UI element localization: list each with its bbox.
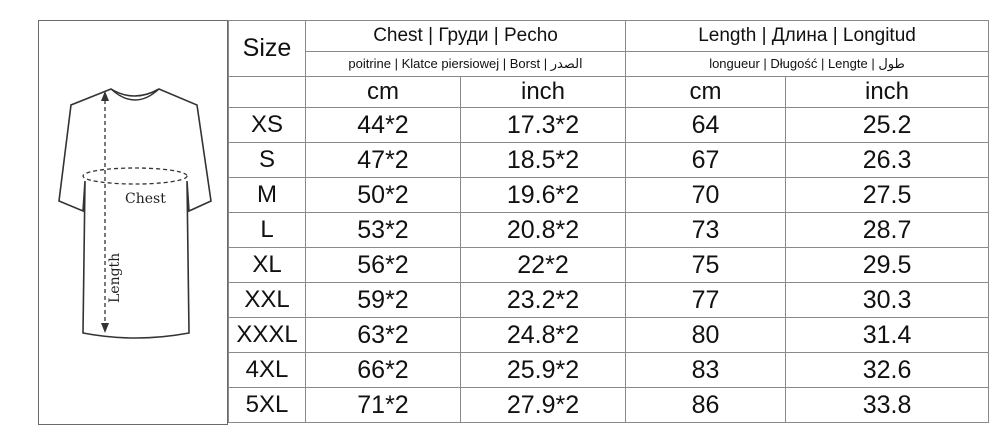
size-cell: 4XL xyxy=(229,353,306,388)
table-row xyxy=(229,178,989,213)
length-cm-cell: 86 xyxy=(626,388,786,423)
length-inch-cell: 30.3 xyxy=(786,283,989,318)
chest-cm-cell: 50*2 xyxy=(306,178,461,213)
chest-inch-cell: 24.8*2 xyxy=(461,318,626,353)
size-column-header: Size xyxy=(229,21,306,77)
chest-cm-cell: 71*2 xyxy=(306,388,461,423)
length-inch-cell: 29.5 xyxy=(786,248,989,283)
length-inch-cell: 25.2 xyxy=(786,108,989,143)
chest-inch-cell: 19.6*2 xyxy=(461,178,626,213)
length-unit-cm: cm xyxy=(626,77,786,108)
size-cell: S xyxy=(229,143,306,178)
table-row xyxy=(229,353,989,388)
table-row xyxy=(229,143,989,178)
size-cell: L xyxy=(229,213,306,248)
chest-measure-line xyxy=(83,168,187,184)
size-unit-spacer xyxy=(229,77,306,108)
length-inch-cell: 31.4 xyxy=(786,318,989,353)
chest-unit-cm: cm xyxy=(306,77,461,108)
length-inch-cell: 33.8 xyxy=(786,388,989,423)
chest-header: Chest | Груди | Pecho xyxy=(306,21,626,52)
length-inch-cell: 26.3 xyxy=(786,143,989,178)
chest-cm-cell: 56*2 xyxy=(306,248,461,283)
length-inch-cell: 27.5 xyxy=(786,178,989,213)
chest-unit-inch: inch xyxy=(461,77,626,108)
length-cm-cell: 73 xyxy=(626,213,786,248)
length-cm-cell: 80 xyxy=(626,318,786,353)
chest-cm-cell: 44*2 xyxy=(306,108,461,143)
length-cm-cell: 77 xyxy=(626,283,786,318)
table-row xyxy=(229,388,989,423)
chest-inch-cell: 23.2*2 xyxy=(461,283,626,318)
table-row xyxy=(229,213,989,248)
table-row xyxy=(229,248,989,283)
tshirt-outline xyxy=(59,89,211,338)
chest-cm-cell: 66*2 xyxy=(306,353,461,388)
chest-inch-cell: 22*2 xyxy=(461,248,626,283)
length-cm-cell: 67 xyxy=(626,143,786,178)
table-row xyxy=(229,108,989,143)
chest-inch-cell: 20.8*2 xyxy=(461,213,626,248)
table-row xyxy=(229,318,989,353)
length-arrow-bottom xyxy=(101,323,109,333)
tshirt-collar xyxy=(111,89,159,100)
size-cell: 5XL xyxy=(229,388,306,423)
table-row xyxy=(229,283,989,318)
chest-label: Chest xyxy=(125,191,166,207)
size-chart-table xyxy=(228,20,989,423)
size-cell: M xyxy=(229,178,306,213)
chest-cm-cell: 53*2 xyxy=(306,213,461,248)
size-cell: XS xyxy=(229,108,306,143)
chest-cm-cell: 59*2 xyxy=(306,283,461,318)
tshirt-illustration-frame xyxy=(38,20,228,425)
chest-inch-cell: 27.9*2 xyxy=(461,388,626,423)
chest-subheader: poitrine | Klatce piersiowej | Borst | الصدر xyxy=(306,52,626,77)
length-cm-cell: 64 xyxy=(626,108,786,143)
chest-inch-cell: 18.5*2 xyxy=(461,143,626,178)
length-inch-cell: 28.7 xyxy=(786,213,989,248)
length-inch-cell: 32.6 xyxy=(786,353,989,388)
length-header: Length | Длина | Longitud xyxy=(626,21,989,52)
length-unit-inch: inch xyxy=(786,77,989,108)
length-cm-cell: 75 xyxy=(626,248,786,283)
size-cell: XXL xyxy=(229,283,306,318)
chest-inch-cell: 17.3*2 xyxy=(461,108,626,143)
length-cm-cell: 70 xyxy=(626,178,786,213)
length-label: Length xyxy=(107,252,123,303)
length-cm-cell: 83 xyxy=(626,353,786,388)
chest-cm-cell: 63*2 xyxy=(306,318,461,353)
chest-cm-cell: 47*2 xyxy=(306,143,461,178)
size-cell: XXXL xyxy=(229,318,306,353)
size-cell: XL xyxy=(229,248,306,283)
chest-inch-cell: 25.9*2 xyxy=(461,353,626,388)
tshirt-diagram xyxy=(39,21,229,426)
length-subheader: longueur | Długość | Lengte | طول xyxy=(626,52,989,77)
size-rows xyxy=(229,108,989,423)
